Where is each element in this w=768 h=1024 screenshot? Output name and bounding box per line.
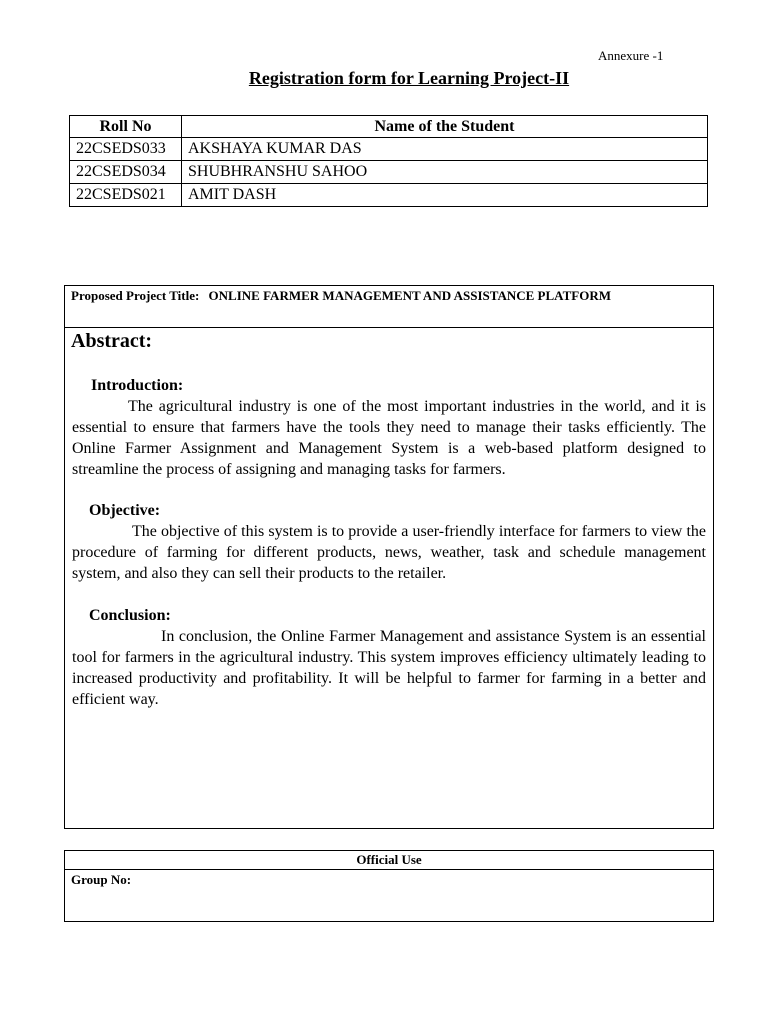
abstract-body (65, 375, 713, 710)
table-row (70, 161, 708, 184)
roll-no-header: Roll No (70, 116, 182, 138)
objective-text: The objective of this system is to provide a user-friendly interface for farmers to view the procedure of farming for different products, news, weather, task and schedule management system, and also they can sell their products to the retailer. (72, 523, 706, 582)
page-title: Registration form for Learning Project-II (248, 68, 570, 88)
roll-no-cell: 22CSEDS021 (70, 184, 182, 207)
student-name-cell: AMIT DASH (182, 184, 708, 207)
student-table (69, 115, 708, 207)
official-use-box (64, 850, 714, 922)
project-title-label: Proposed Project Title: (71, 288, 200, 303)
roll-no-cell: 22CSEDS034 (70, 161, 182, 184)
student-name-header: Name of the Student (182, 116, 708, 138)
abstract-heading: Abstract: (71, 330, 153, 352)
official-use-heading: Official Use (65, 851, 713, 870)
introduction-heading: Introduction: (91, 377, 184, 394)
group-no-label: Group No: (71, 872, 132, 887)
student-name-cell: SHUBHRANSHU SAHOO (182, 161, 708, 184)
conclusion-heading: Conclusion: (89, 607, 171, 624)
objective-heading: Objective: (89, 502, 161, 519)
table-row (70, 184, 708, 207)
roll-no-cell: 22CSEDS033 (70, 138, 182, 161)
conclusion-text: In conclusion, the Online Farmer Management and assistance System is an essential tool for farmers in the agricultural industry. This system improves efficiency ultimately leading to increased productivity and profitability. It will be helpful to farmer for farming in a better and efficient way. (72, 628, 706, 708)
project-title-row (65, 286, 713, 328)
annexure-label: Annexure -1 (598, 48, 664, 63)
table-header-row (70, 116, 708, 138)
project-title-value: ONLINE FARMER MANAGEMENT AND ASSISTANCE PLATFORM (208, 288, 611, 303)
student-name-cell: AKSHAYA KUMAR DAS (182, 138, 708, 161)
introduction-text: The agricultural industry is one of the most important industries in the world, and it is essential to ensure that farmers have the tools they need to manage their tasks efficiently. The Online Farmer Assignment and Management System is a web-based platform designed to streamline the process of assigning and managing tasks for farmers. (72, 398, 706, 478)
table-row (70, 138, 708, 161)
project-details-box (64, 285, 714, 829)
